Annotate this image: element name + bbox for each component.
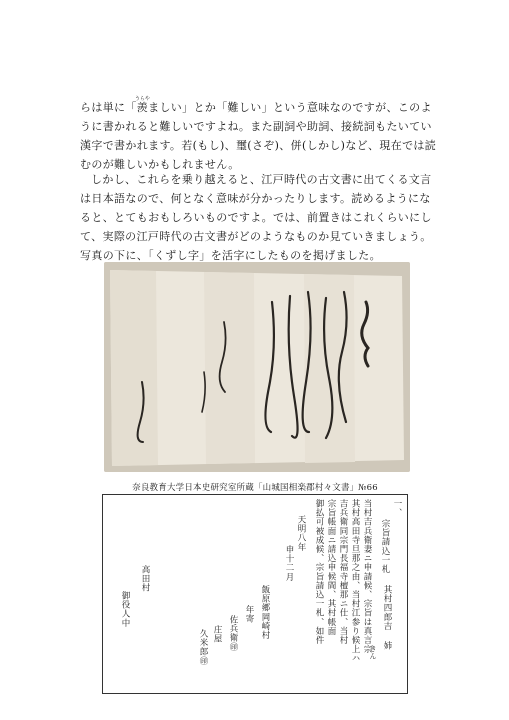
person-1: 佐兵衛㊞	[228, 615, 238, 652]
document-photo	[104, 262, 410, 472]
role-2: 庄屋	[212, 625, 222, 644]
transcription-line-2: 其村高田寺旦那之由、当村江参り候上ハ	[350, 499, 360, 663]
sender-village: 其村四郎吉 姉	[382, 585, 392, 651]
ichi-mark: 一、	[392, 499, 402, 518]
transcription-box	[102, 494, 408, 694]
ruby-word: 羨うらや	[134, 96, 150, 114]
transcription-line-1: 当村吉兵衛妻ニ申請候、宗旨は真言宗	[362, 499, 372, 654]
date-month: 申十二月	[284, 545, 294, 582]
district: 飯原郷岡崎村	[260, 585, 270, 640]
date-year: 天明八年	[296, 515, 306, 552]
paragraph1-before: らは単に「	[80, 101, 137, 114]
transcription-line-5: 御払可被成候、宗旨請込一札、如件	[314, 499, 324, 645]
transcription-line-4: 宗旨帳面ニ請込申候間、其村帳面	[326, 499, 336, 636]
intro-paragraph-2: しかし、これらを乗り越えると、江戸時代の古文書に出てくる文言は日本語なので、何となく意味が分かったりします。読めるようになると、とてもおもしろいものですよ。では、前置きはこれくらいにして、実際の江戸時代の古文書がどのようなものか見ていきましょう。写真の下に、「くずし字」を活字にしたものを掲げました。	[80, 173, 432, 262]
role-1: 年寄	[244, 605, 254, 624]
doc-title: 宗旨請込一札	[380, 519, 390, 574]
village-from: 高田村	[140, 565, 150, 593]
transcription-line-3: 吉兵衛同宗門長福寺檀那ニ仕、当村	[338, 499, 348, 645]
paragraph1-after: ましい」とか「難しい」という意味なのですが、このように書かれると難しいですよね。また副詞や助詞、接続詞もたいてい漢字で書かれます。若(もし)、璽(さぞ)、併(しかし)など、現在では読むのが難しいかもしれません。	[80, 101, 437, 171]
addressee: 御役人中	[120, 591, 130, 628]
person-2: 久米郎㊞	[198, 629, 208, 666]
photo-caption: 奈良教育大学日本史研究室所蔵「山城国相楽郡村々文書」№66	[132, 483, 378, 493]
intro-paragraph-1	[80, 96, 442, 174]
sender-name: きん	[369, 645, 377, 660]
